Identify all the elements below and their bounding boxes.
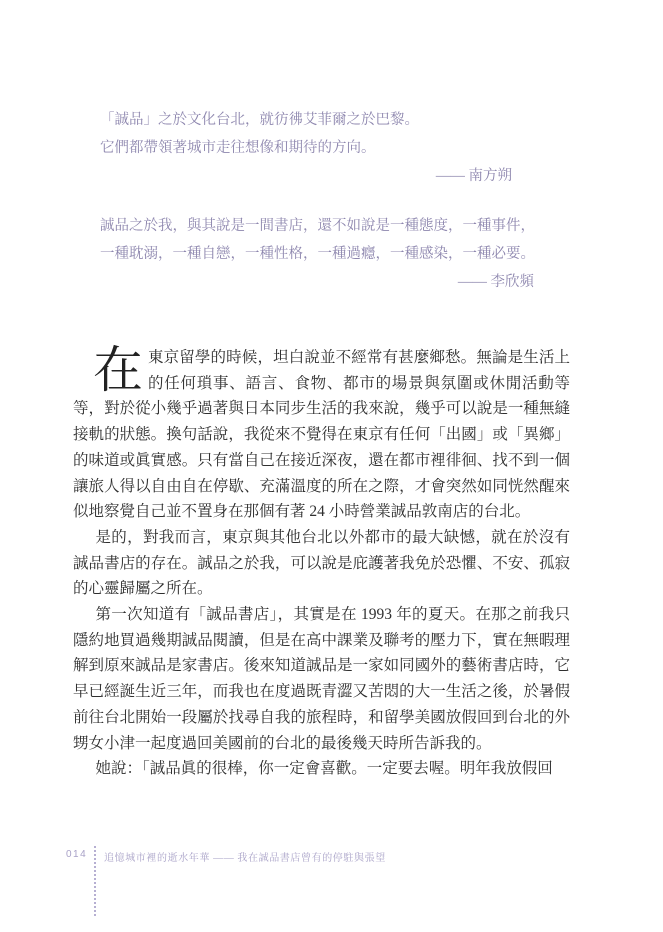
epigraph-1-line-2: 它們都帶領著城市走往想像和期待的方向。 [100,140,376,156]
page-number: 014 [66,849,88,860]
running-title: 追憶城市裡的逝水年華 —— 我在誠品書店曾有的停駐與張望 [104,853,386,864]
epigraph-section [100,106,542,296]
paragraph-3: 第一次知道有「誠品書店」，其實是在 1993 年的夏天。在那之前我只隱約地買過幾期誠品閱讀，但是在高中課業及聯考的壓力下，實在無暇理解到原來誠品是家書店。後來知道誠品是一家如同國外的藝術書店時，它早已經誕生近三年，而我也在度過既青澀又苦悶的大一生活之後，於暑假前往台北開始一段屬於找尋自我的旅程時，和留學美國放假回到台北的外甥女小津一起度過回美國前的台北的最後幾天時所告訴我的。 [73,606,570,752]
paragraph-1 [73,342,570,525]
main-text-block [73,342,570,782]
paragraph-4: 她說：「誠品眞的很棒，你一定會喜歡。一定要去喔。明年我放假回 [95,760,553,778]
epigraph-1-attribution: —— 南方朔 [435,168,512,184]
epigraph-2-line-2: 一種耽溺，一種自戀，一種性格，一種過癮，一種感染，一種必要。 [100,246,535,262]
drop-cap: 在 [93,342,143,398]
epigraph-1-line-1: 「誠品」之於文化台北，就彷彿艾菲爾之於巴黎。 [100,112,419,128]
epigraph-quote-2 [100,212,542,296]
dotted-divider [94,846,96,916]
paragraph-2: 是的，對我而言，東京與其他台北以外都市的最大缺憾，就在於沒有誠品書店的存在。誠品之於我，可以說是庇護著我免於恐懼、不安、孤寂的心靈歸屬之所在。 [73,528,570,598]
epigraph-quote-1 [100,106,542,190]
epigraph-2-line-1: 誠品之於我，與其說是一間書店，還不如說是一種態度，一種事件， [100,218,535,234]
paragraph-1-text: 東京留學的時候，坦白說並不經常有甚麼鄉愁。無論是生活上的任何瑣事、語言、食物、都市的場景與氛圍或休閒活動等等，對於從小幾乎過著與日本同步生活的我來說，幾乎可以說是一種無縫接軌的狀態。換句話說，我從來不覺得在東京有任何「出國」或「異鄉」的味道或眞實感。只有當自己在接近深夜，還在都市裡徘徊、找不到一個讓旅人得以自由自在停歇、充滿溫度的所在之際，才會突然如同恍然醒來似地察覺自己並不置身在那個有著 24 小時營業誠品敦南店的台北。 [73,349,570,521]
epigraph-2-attribution: —— 李欣頻 [457,274,534,290]
